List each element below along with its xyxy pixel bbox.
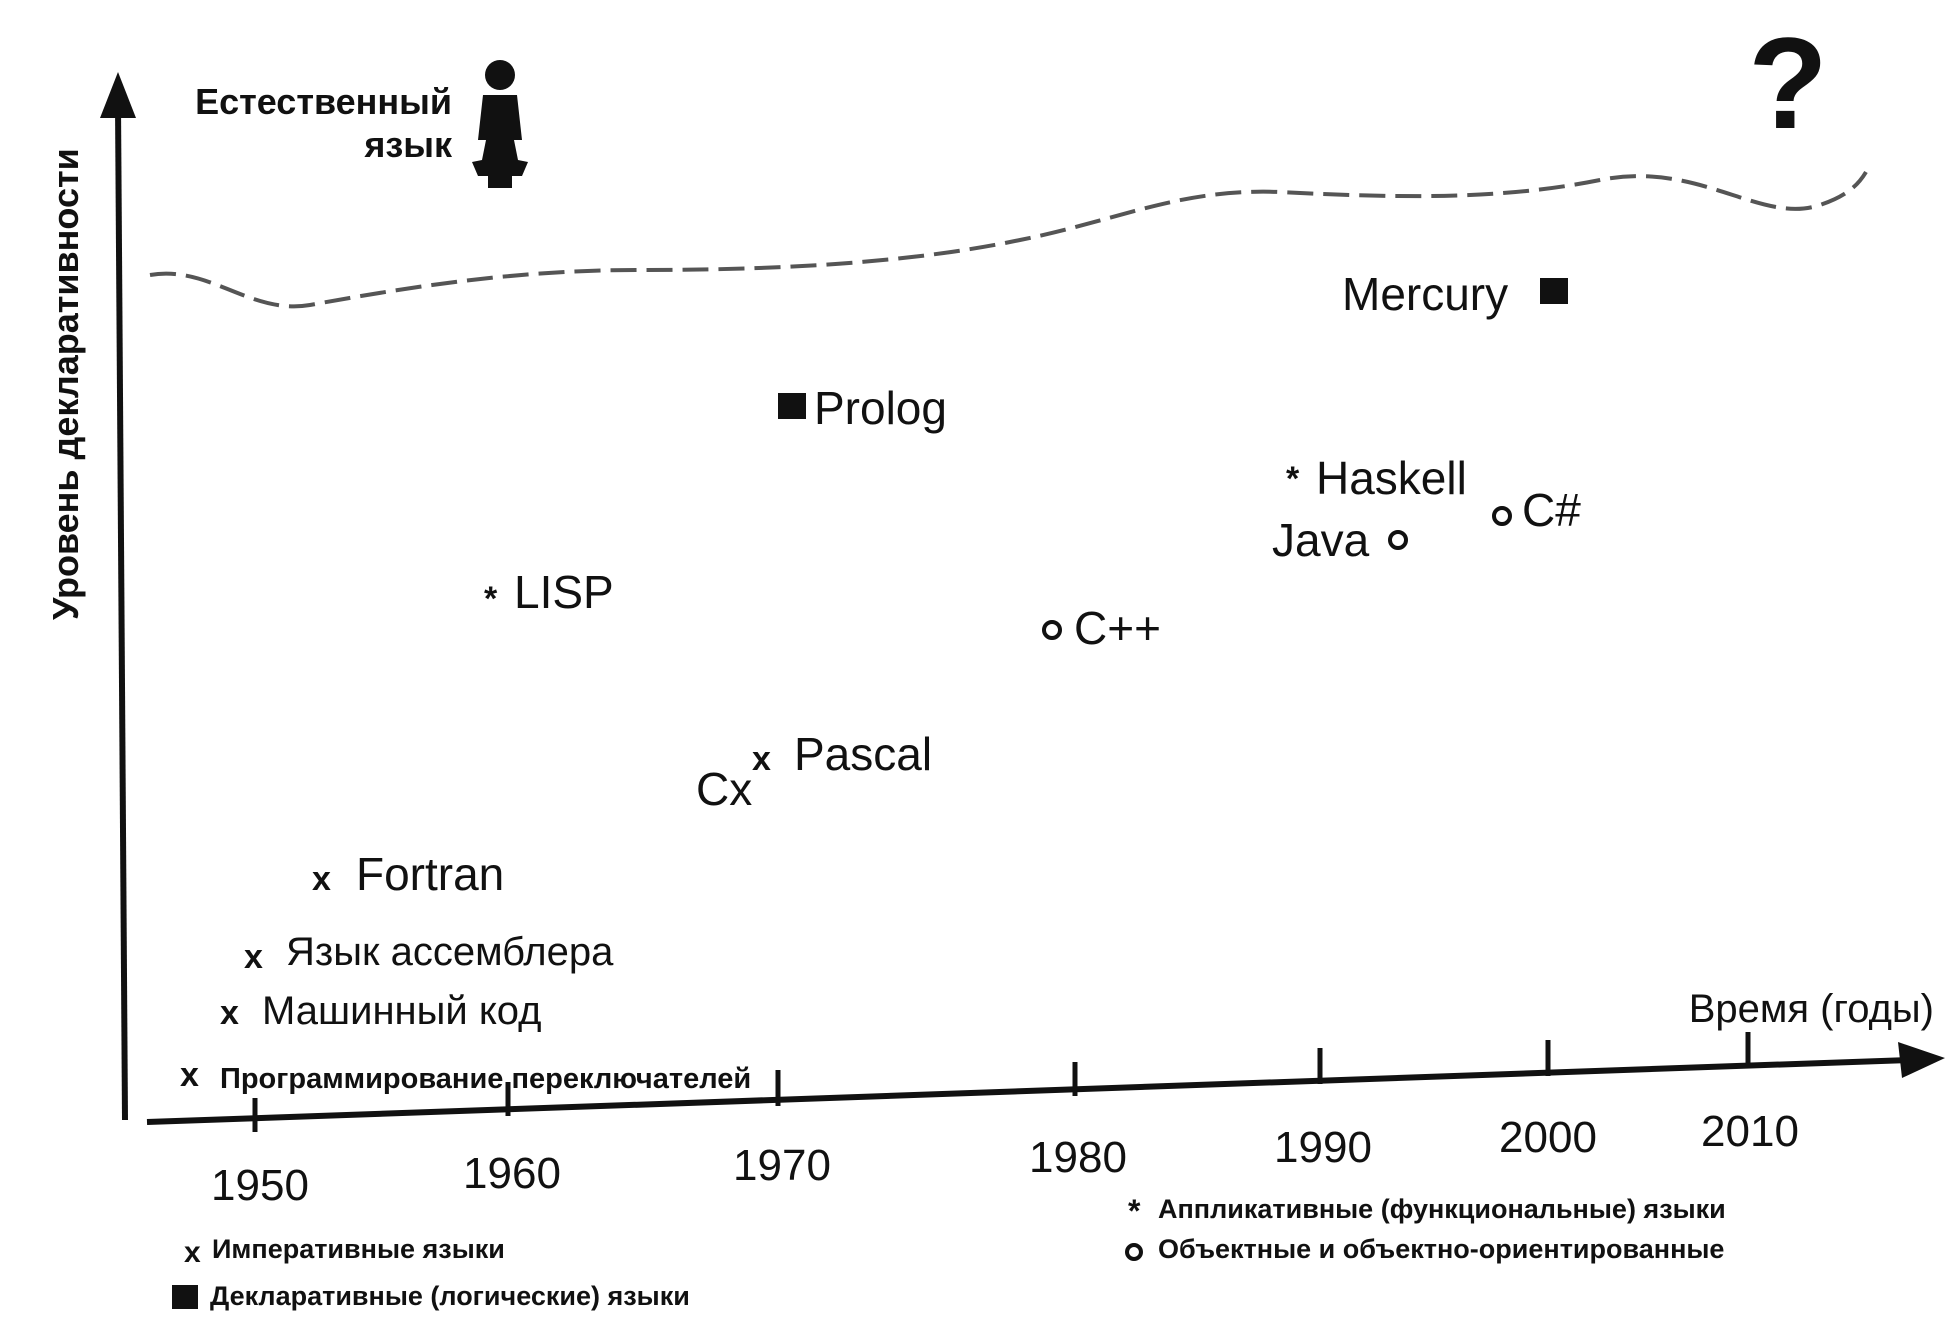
marker-square bbox=[1540, 278, 1568, 304]
point-label: Pascal bbox=[794, 728, 933, 780]
point-c bbox=[696, 763, 752, 815]
point-prolog bbox=[778, 382, 947, 434]
point-switch-programming bbox=[180, 1056, 751, 1095]
marker-x: x bbox=[220, 994, 239, 1032]
marker-circle bbox=[1044, 622, 1060, 638]
point-pascal bbox=[752, 728, 932, 780]
point-label: Fortran bbox=[356, 848, 505, 900]
point-label: C++ bbox=[1074, 602, 1161, 654]
point-csharp bbox=[1494, 484, 1581, 536]
x-tick-label: 1970 bbox=[733, 1141, 831, 1190]
point-lisp bbox=[484, 566, 614, 618]
marker-square bbox=[778, 393, 806, 419]
y-axis-arrow bbox=[100, 72, 136, 118]
marker-x: x bbox=[180, 1056, 199, 1094]
point-machine-code bbox=[220, 989, 542, 1033]
legend-right bbox=[1127, 1193, 1726, 1264]
point-label: Haskell bbox=[1316, 452, 1467, 504]
legend-declarative: Декларативные (логические) языки bbox=[210, 1281, 690, 1311]
point-label: C# bbox=[1522, 484, 1581, 536]
y-axis bbox=[118, 105, 125, 1120]
legend-marker-x: x bbox=[184, 1236, 201, 1269]
point-cpp bbox=[1044, 602, 1161, 654]
natural-language-boundary bbox=[150, 172, 1866, 306]
point-assembly bbox=[244, 930, 614, 976]
point-label: Язык ассемблера bbox=[286, 930, 614, 974]
marker-x: x bbox=[312, 860, 331, 898]
point-mercury bbox=[1342, 268, 1568, 320]
x-tick-label: 1990 bbox=[1274, 1123, 1372, 1172]
point-label: Prolog bbox=[814, 382, 947, 434]
x-tick-label: 2010 bbox=[1701, 1107, 1799, 1156]
y-axis-title: Уровень декларативности bbox=[45, 148, 86, 620]
legend-marker-circle bbox=[1127, 1245, 1141, 1259]
x-axis-title: Время (годы) bbox=[1688, 987, 1934, 1031]
point-label: LISP bbox=[514, 566, 614, 618]
natural-language-label-line1: Естественный bbox=[195, 81, 452, 122]
x-tick-label: 2000 bbox=[1499, 1113, 1597, 1162]
point-label: Mercury bbox=[1342, 268, 1509, 320]
natural-language-label-line2: язык bbox=[364, 124, 452, 165]
point-label: Cx bbox=[696, 763, 753, 815]
point-fortran bbox=[312, 848, 504, 900]
legend-marker-square bbox=[172, 1285, 198, 1309]
x-tick-label: 1950 bbox=[211, 1161, 309, 1210]
x-axis-arrow bbox=[1898, 1042, 1945, 1078]
legend-oop: Объектные и объектно-ориентированные bbox=[1158, 1234, 1725, 1264]
point-haskell bbox=[1286, 452, 1467, 504]
point-label: Машинный код bbox=[262, 989, 542, 1033]
x-tick-label: 1980 bbox=[1029, 1133, 1127, 1182]
legend-marker-star: * bbox=[1128, 1193, 1141, 1229]
legend-left bbox=[172, 1234, 690, 1311]
person-icon bbox=[472, 60, 528, 188]
point-label: Программирование переключателей bbox=[220, 1063, 752, 1095]
point-java bbox=[1272, 514, 1406, 566]
marker-circle bbox=[1494, 508, 1510, 524]
marker-star: * bbox=[484, 580, 498, 618]
question-mark: ? bbox=[1748, 10, 1828, 156]
marker-x: x bbox=[244, 938, 263, 976]
point-label: Java bbox=[1272, 514, 1370, 566]
x-tick-label: 1960 bbox=[463, 1149, 561, 1198]
marker-star: * bbox=[1286, 460, 1300, 498]
marker-circle bbox=[1390, 532, 1406, 548]
marker-x: x bbox=[752, 740, 771, 778]
legend-applicative: Аппликативные (функциональные) языки bbox=[1158, 1194, 1726, 1224]
legend-imperative: Императивные языки bbox=[212, 1234, 505, 1264]
